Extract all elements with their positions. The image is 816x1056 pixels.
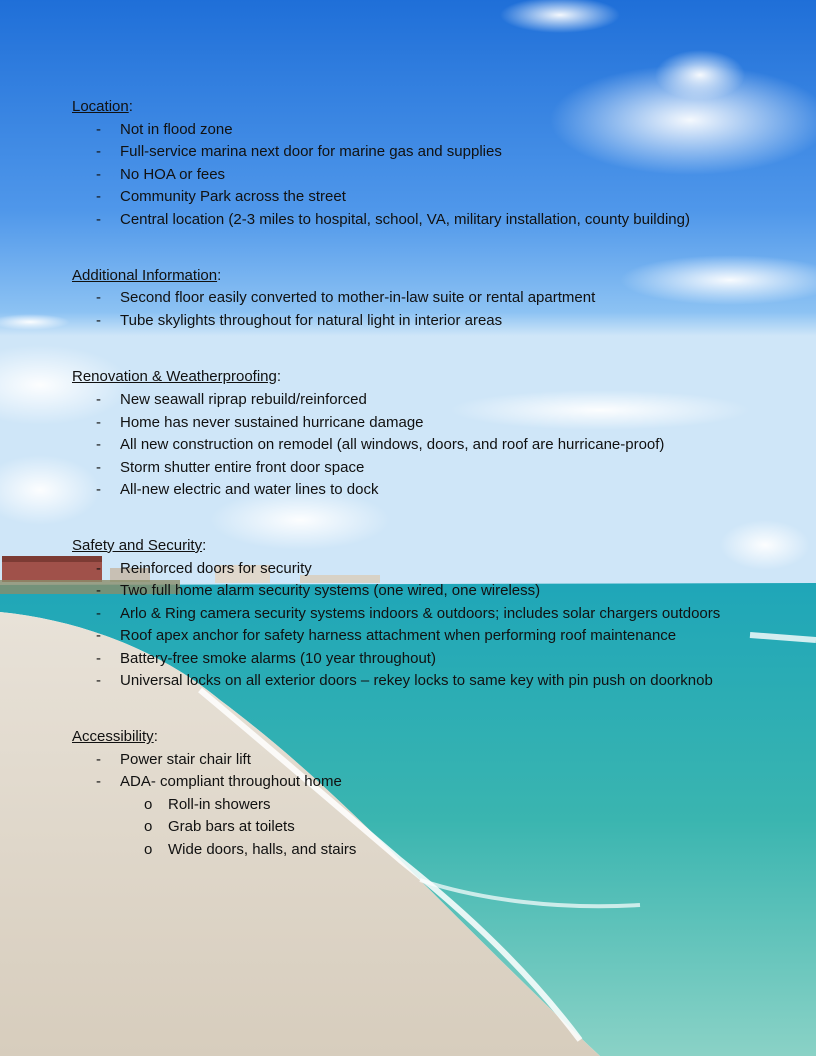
bullet-list xyxy=(72,389,772,502)
list-item: - Reinforced doors for security xyxy=(96,559,312,577)
sub-list-item: o Roll-in showers xyxy=(144,795,271,813)
section-accessibility xyxy=(72,726,772,862)
list-item: - Storm shutter entire front door space xyxy=(96,458,365,476)
list-item: - All new construction on remodel (all windows, doors, and roof are hurricane-proof) xyxy=(96,436,665,454)
list-item: - No HOA or fees xyxy=(96,165,226,183)
section-heading: Safety and Security: xyxy=(72,536,207,554)
section-heading: Accessibility: xyxy=(72,728,158,746)
list-item: - Power stair chair lift xyxy=(96,750,251,768)
section-safety-security xyxy=(72,535,772,693)
list-item: - Second floor easily converted to mother-in-law suite or rental apartment xyxy=(96,289,596,307)
list-item: - New seawall riprap rebuild/reinforced xyxy=(96,390,367,408)
list-item: - Battery-free smoke alarms (10 year throughout) xyxy=(96,649,436,667)
section-location xyxy=(72,96,772,232)
list-item: - Two full home alarm security systems (one wired, one wireless) xyxy=(96,582,541,600)
list-item: - Arlo & Ring camera security systems indoors & outdoors; includes solar chargers outdoors xyxy=(96,604,721,622)
section-additional-information xyxy=(72,265,772,333)
list-item: - Full-service marina next door for marine gas and supplies xyxy=(96,143,502,161)
bullet-list xyxy=(72,749,772,862)
section-heading: Location: xyxy=(72,98,133,115)
list-item: - Not in flood zone xyxy=(96,120,233,138)
list-item: - All-new electric and water lines to dock xyxy=(96,481,379,499)
section-heading: Renovation & Weatherproofing: xyxy=(72,368,282,386)
sub-list-item: o Wide doors, halls, and stairs xyxy=(144,841,357,859)
document-body xyxy=(72,96,772,862)
list-item: - Home has never sustained hurricane damage xyxy=(96,413,424,431)
list-item: - ADA- compliant throughout home o Roll-in showers o Grab bars at toilets o Wide doors, halls, and stairs xyxy=(72,771,772,861)
sub-bullet-list xyxy=(120,794,772,862)
list-item: - Universal locks on all exterior doors – rekey locks to same key with pin push on doorknob xyxy=(96,672,713,690)
sub-list-item: o Grab bars at toilets xyxy=(144,818,295,836)
list-item: - Central location (2-3 miles to hospital, school, VA, military installation, county building) xyxy=(96,210,690,228)
section-heading: Additional Information: xyxy=(72,266,222,284)
bullet-list xyxy=(72,558,772,694)
list-item: - Tube skylights throughout for natural light in interior areas xyxy=(96,311,503,329)
bullet-list xyxy=(72,119,772,232)
list-item: - Roof apex anchor for safety harness attachment when performing roof maintenance xyxy=(96,627,677,645)
list-item: - Community Park across the street xyxy=(96,188,346,206)
bullet-list xyxy=(72,287,772,332)
section-renovation-weatherproofing xyxy=(72,366,772,502)
